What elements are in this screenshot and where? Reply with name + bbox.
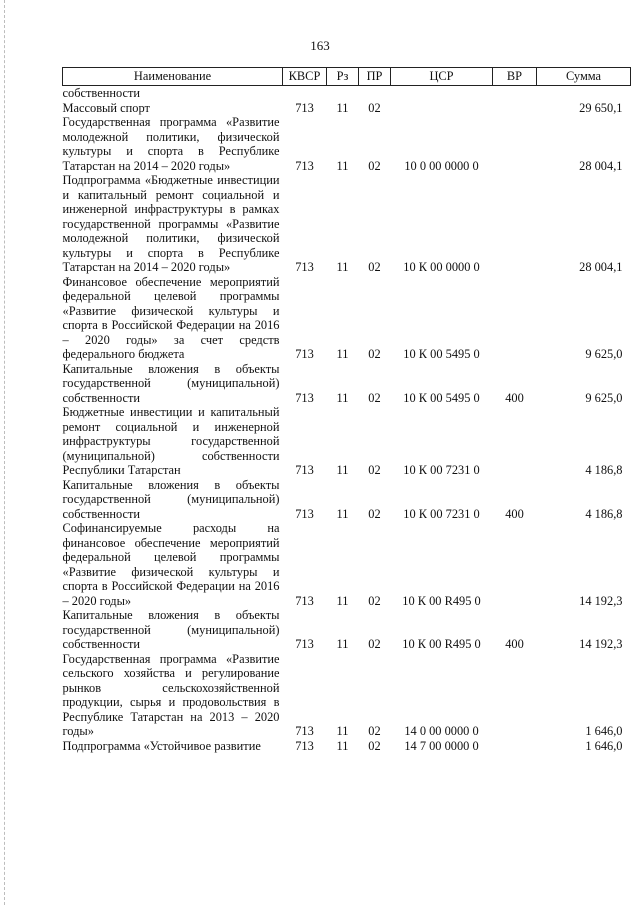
row-pr-cell: 02 xyxy=(368,100,381,115)
row-csr-cell: 10 К 00 0000 0 xyxy=(403,260,480,274)
binding-margin-line xyxy=(4,0,5,905)
row-sum-cell: 14 192,3 xyxy=(579,637,623,651)
row-sum-cell xyxy=(537,86,631,101)
row-rz-cell: 11 xyxy=(336,390,349,405)
row-sum-cell: 9 625,0 xyxy=(585,390,623,405)
row-name-cell: Капитальные вложения в объекты государственной (муниципальной) собственности xyxy=(62,477,280,521)
column-header-rz: Рз xyxy=(327,68,359,86)
row-name-cell: собственности xyxy=(62,86,141,100)
row-csr-cell: 10 К 00 5495 0 xyxy=(403,347,480,361)
page-number: 163 xyxy=(310,38,330,53)
row-vr-cell xyxy=(493,173,537,275)
row-csr-cell: 10 К 00 7231 0 xyxy=(403,506,480,521)
row-vr-cell xyxy=(493,405,537,478)
table-body xyxy=(63,86,631,754)
row-kvsr-cell: 713 xyxy=(295,637,314,651)
row-sum-cell: 9 625,0 xyxy=(585,347,623,361)
row-sum-cell: 1 646,0 xyxy=(585,724,623,738)
row-sum-cell: 29 650,1 xyxy=(579,100,623,115)
row-vr-cell xyxy=(493,275,537,362)
row-csr-cell: 14 0 00 0000 0 xyxy=(404,724,479,738)
row-rz-cell: 11 xyxy=(336,158,349,173)
row-csr-cell: 10 К 00 5495 0 xyxy=(403,390,480,405)
row-kvsr-cell: 713 xyxy=(295,390,314,405)
row-kvsr-cell: 713 xyxy=(295,347,314,361)
row-vr-cell xyxy=(493,521,537,608)
table-row xyxy=(63,173,631,275)
row-pr-cell: 02 xyxy=(368,260,381,274)
table-row xyxy=(63,115,631,173)
row-pr-cell: 02 xyxy=(368,637,381,651)
row-vr-cell: 400 xyxy=(505,506,524,521)
row-name-cell: Бюджетные инвестиции и капитальный ремонт социальной и инженерной инфраструктуры государственной (муниципальной) собственности Республики Татарстан xyxy=(62,405,280,477)
row-name-cell: Государственная программа «Развитие молодежной политики, физической культуры и спорта в Республике Татарстан на 2014 – 2020 годы» xyxy=(62,115,280,173)
row-sum-cell: 14 192,3 xyxy=(579,593,623,608)
row-kvsr-cell: 713 xyxy=(295,463,314,477)
row-vr-cell xyxy=(493,652,537,739)
row-kvsr-cell: 713 xyxy=(295,100,314,115)
row-pr-cell: 02 xyxy=(368,158,381,173)
table-row xyxy=(63,478,631,522)
row-kvsr-cell xyxy=(283,86,327,101)
row-pr-cell: 02 xyxy=(368,593,381,608)
row-sum-cell: 1 646,0 xyxy=(585,738,623,753)
row-sum-cell: 4 186,8 xyxy=(585,463,623,477)
table-row xyxy=(63,652,631,739)
row-vr-cell: 400 xyxy=(505,390,524,405)
row-vr-cell: 400 xyxy=(505,637,524,651)
row-csr-cell: 10 0 00 0000 0 xyxy=(404,158,479,173)
row-csr-cell xyxy=(391,101,493,116)
table-row xyxy=(63,521,631,608)
row-vr-cell xyxy=(493,101,537,116)
row-name-cell: Массовый спорт xyxy=(62,100,150,115)
row-csr-cell: 10 К 00 R495 0 xyxy=(402,637,481,651)
table-row xyxy=(63,608,631,652)
row-name-cell: Софинансируемые расходы на финансовое обеспечение мероприятий федеральной целевой программы «Развитие физической культуры и спорта в Российской Федерации на 2016 – 2020 годы» xyxy=(62,521,280,608)
row-rz-cell: 11 xyxy=(336,637,349,651)
row-pr-cell: 02 xyxy=(368,390,381,405)
table-row xyxy=(63,405,631,478)
row-kvsr-cell: 713 xyxy=(295,593,314,608)
row-vr-cell xyxy=(493,115,537,173)
row-pr-cell: 02 xyxy=(368,506,381,521)
row-pr-cell xyxy=(359,86,391,101)
row-csr-cell: 10 К 00 7231 0 xyxy=(403,463,480,477)
row-kvsr-cell: 713 xyxy=(295,738,314,753)
table-row xyxy=(63,101,631,116)
column-header-csr: ЦСР xyxy=(391,68,493,86)
row-csr-cell: 10 К 00 R495 0 xyxy=(402,593,481,608)
table-row xyxy=(63,275,631,362)
column-header-kvsr: КВСР xyxy=(283,68,327,86)
row-pr-cell: 02 xyxy=(368,724,381,738)
row-sum-cell: 28 004,1 xyxy=(579,158,623,173)
budget-table xyxy=(62,67,631,753)
row-rz-cell: 11 xyxy=(336,463,349,477)
row-pr-cell: 02 xyxy=(368,463,381,477)
row-kvsr-cell: 713 xyxy=(295,506,314,521)
column-header-name: Наименование xyxy=(63,68,283,86)
row-rz-cell xyxy=(327,86,359,101)
table-row xyxy=(63,739,631,754)
row-name-cell: Государственная программа «Развитие сельского хозяйства и регулирование рынков сельскохозяйственной продукции, сырья и продовольствия в Республике Татарстан на 2013 – 2020 годы» xyxy=(62,651,280,738)
row-name-cell: Финансовое обеспечение мероприятий федеральной целевой программы «Развитие физической культуры и спорта в Российской Федерации на 2016 – 2020 годы» за счет средств федерального бюджета xyxy=(62,274,280,361)
row-csr-cell xyxy=(391,86,493,101)
column-header-sum: Сумма xyxy=(537,68,631,86)
row-rz-cell: 11 xyxy=(336,260,349,274)
table-row xyxy=(63,86,631,101)
row-pr-cell: 02 xyxy=(368,738,381,753)
column-header-pr: ПР xyxy=(359,68,391,86)
row-csr-cell: 14 7 00 0000 0 xyxy=(404,738,479,753)
row-name-cell: Подпрограмма «Бюджетные инвестиции и капитальный ремонт социальной и инженерной инфраструктуры в рамках государственной программы «Развитие молодежной политики, физической культуры и спорта в Республике Татарстан на 2014 – 2020 годы» xyxy=(62,173,280,274)
row-rz-cell: 11 xyxy=(336,593,349,608)
row-rz-cell: 11 xyxy=(336,738,349,753)
row-rz-cell: 11 xyxy=(336,724,349,738)
row-rz-cell: 11 xyxy=(336,100,349,115)
row-sum-cell: 28 004,1 xyxy=(579,260,623,274)
row-rz-cell: 11 xyxy=(336,347,349,361)
row-name-cell: Капитальные вложения в объекты государственной (муниципальной) собственности xyxy=(62,361,280,405)
table-row xyxy=(63,362,631,406)
row-name-cell: Капитальные вложения в объекты государственной (муниципальной) собственности xyxy=(62,608,280,651)
row-kvsr-cell: 713 xyxy=(295,260,314,274)
row-rz-cell: 11 xyxy=(336,506,349,521)
column-header-vr: ВР xyxy=(493,68,537,86)
row-kvsr-cell: 713 xyxy=(295,158,314,173)
row-vr-cell xyxy=(493,86,537,101)
row-vr-cell xyxy=(493,739,537,754)
row-sum-cell: 4 186,8 xyxy=(585,506,623,521)
table-header xyxy=(63,68,631,86)
row-name-cell: Подпрограмма «Устойчивое развитие xyxy=(62,738,261,753)
row-pr-cell: 02 xyxy=(368,347,381,361)
row-kvsr-cell: 713 xyxy=(295,724,314,738)
